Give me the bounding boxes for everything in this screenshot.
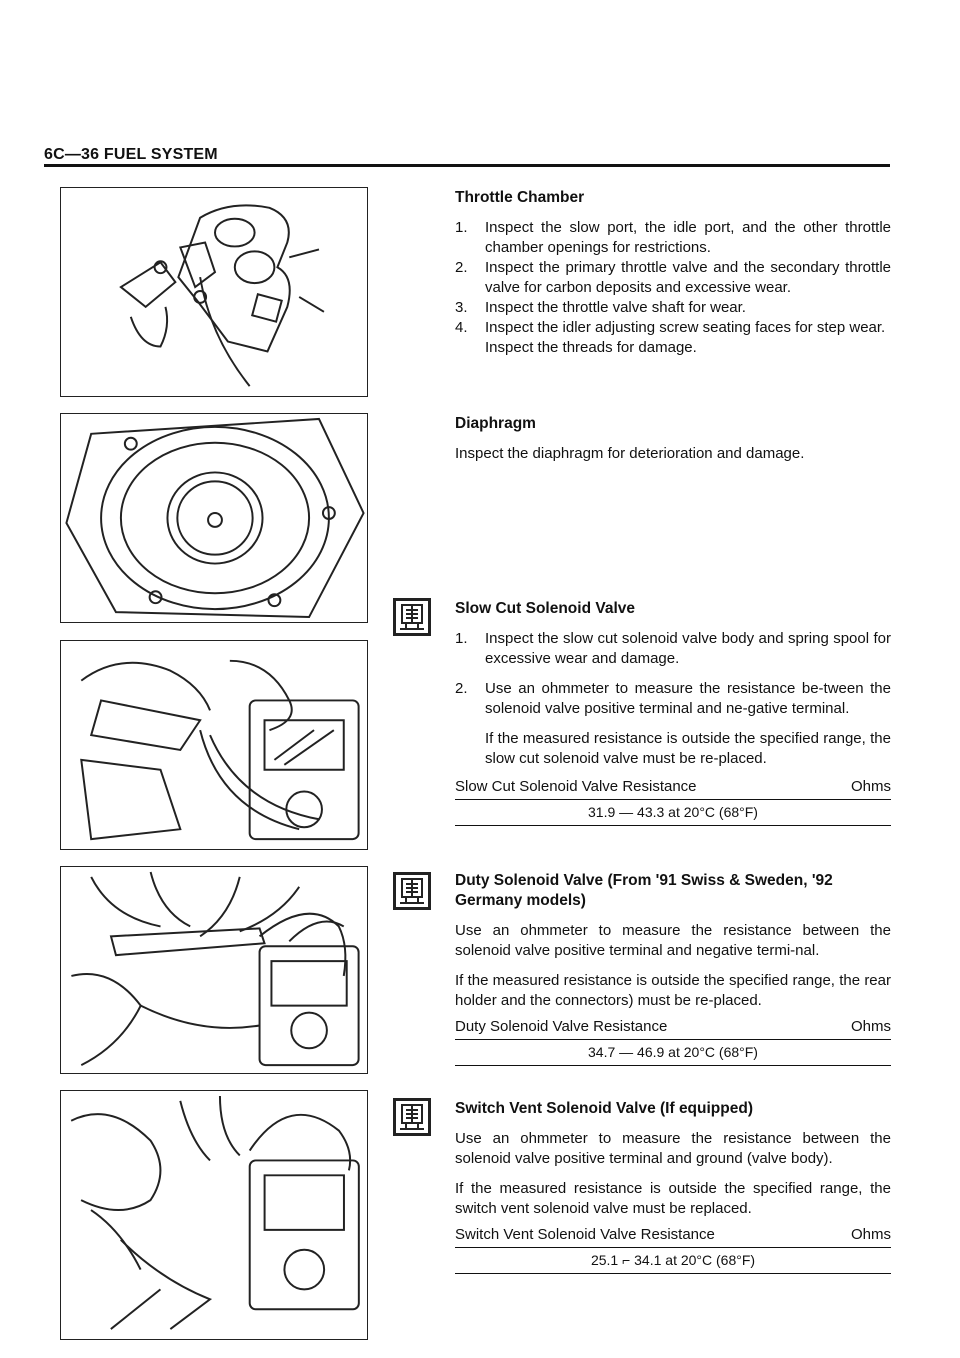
spec-unit: Ohms (850, 778, 891, 795)
section-heading: Switch Vent Solenoid Valve (If equipped) (455, 1100, 753, 1117)
section-throttle-chamber (455, 188, 891, 358)
ohmmeter-icon (393, 1098, 431, 1136)
spec-value: 34.7 — 46.9 at 20°C (68°F) (455, 1040, 891, 1066)
spec-unit: Ohms (850, 1018, 891, 1035)
figure-diaphragm (60, 413, 368, 623)
figure-switch-vent-solenoid-test (60, 1090, 368, 1340)
list-item: 3. Inspect the throttle valve shaft for wear. (455, 299, 746, 316)
inspection-list (455, 629, 891, 769)
header-rule (44, 164, 890, 167)
figure-throttle-chamber (60, 187, 368, 397)
resistance-spec-table (455, 1017, 891, 1066)
section-switch-vent-solenoid (455, 1099, 891, 1274)
page-header: 6C—36 FUEL SYSTEM (44, 146, 218, 163)
section-heading: Duty Solenoid Valve (From '91 Swiss & Sweden, '92 Germany models) (455, 872, 833, 909)
body-text: If the measured resistance is outside the specified range, the rear holder and the connectors) must be re-placed. (455, 972, 891, 1009)
body-text: If the measured resistance is outside the specified range, the switch vent solenoid valve must be replaced. (455, 1180, 891, 1217)
list-item: 1. Inspect the slow port, the idle port, and the other throttle chamber openings for restrictions. (455, 219, 891, 256)
resistance-spec-table (455, 1225, 891, 1274)
section-heading: Diaphragm (455, 415, 536, 432)
section-diaphragm (455, 414, 891, 474)
spec-value: 31.9 — 43.3 at 20°C (68°F) (455, 800, 891, 826)
section-heading: Throttle Chamber (455, 189, 585, 206)
list-item: 1. Inspect the slow cut solenoid valve body and spring spool for excessive wear and damage. (455, 630, 891, 667)
ohmmeter-icon (393, 872, 431, 910)
spec-value: 25.1 ⌐ 34.1 at 20°C (68°F) (455, 1248, 891, 1274)
inspection-list (455, 218, 891, 358)
figure-duty-solenoid-test (60, 866, 368, 1074)
spec-label: Switch Vent Solenoid Valve Resistance (455, 1226, 715, 1243)
section-duty-solenoid (455, 871, 891, 1066)
list-item: 2. Inspect the primary throttle valve and the secondary throttle valve for carbon deposits and excessive wear. (455, 259, 891, 296)
list-item-note: If the measured resistance is outside the specified range, the slow cut solenoid valve must be re-placed. (485, 730, 891, 767)
list-item-continuation: Inspect the threads for damage. (485, 339, 697, 356)
body-text: Use an ohmmeter to measure the resistance between the solenoid valve positive terminal and ground (valve body). (455, 1130, 891, 1167)
figure-slow-cut-solenoid-test (60, 640, 368, 850)
ohmmeter-icon (393, 598, 431, 636)
list-item: 4. Inspect the idler adjusting screw seating faces for step wear. (455, 319, 886, 336)
spec-unit: Ohms (850, 1226, 891, 1243)
section-heading: Slow Cut Solenoid Valve (455, 600, 636, 617)
resistance-spec-table (455, 777, 891, 826)
spec-label: Slow Cut Solenoid Valve Resistance (455, 778, 697, 795)
list-item: 2. Use an ohmmeter to measure the resistance be-tween the solenoid valve positive terminal and ne-gative terminal. (455, 680, 891, 717)
body-text: Use an ohmmeter to measure the resistance between the solenoid valve positive terminal and negative termi-nal. (455, 922, 891, 959)
section-slow-cut-solenoid (455, 599, 891, 826)
spec-label: Duty Solenoid Valve Resistance (455, 1018, 668, 1035)
body-text: Inspect the diaphragm for deterioration and damage. (455, 445, 805, 462)
